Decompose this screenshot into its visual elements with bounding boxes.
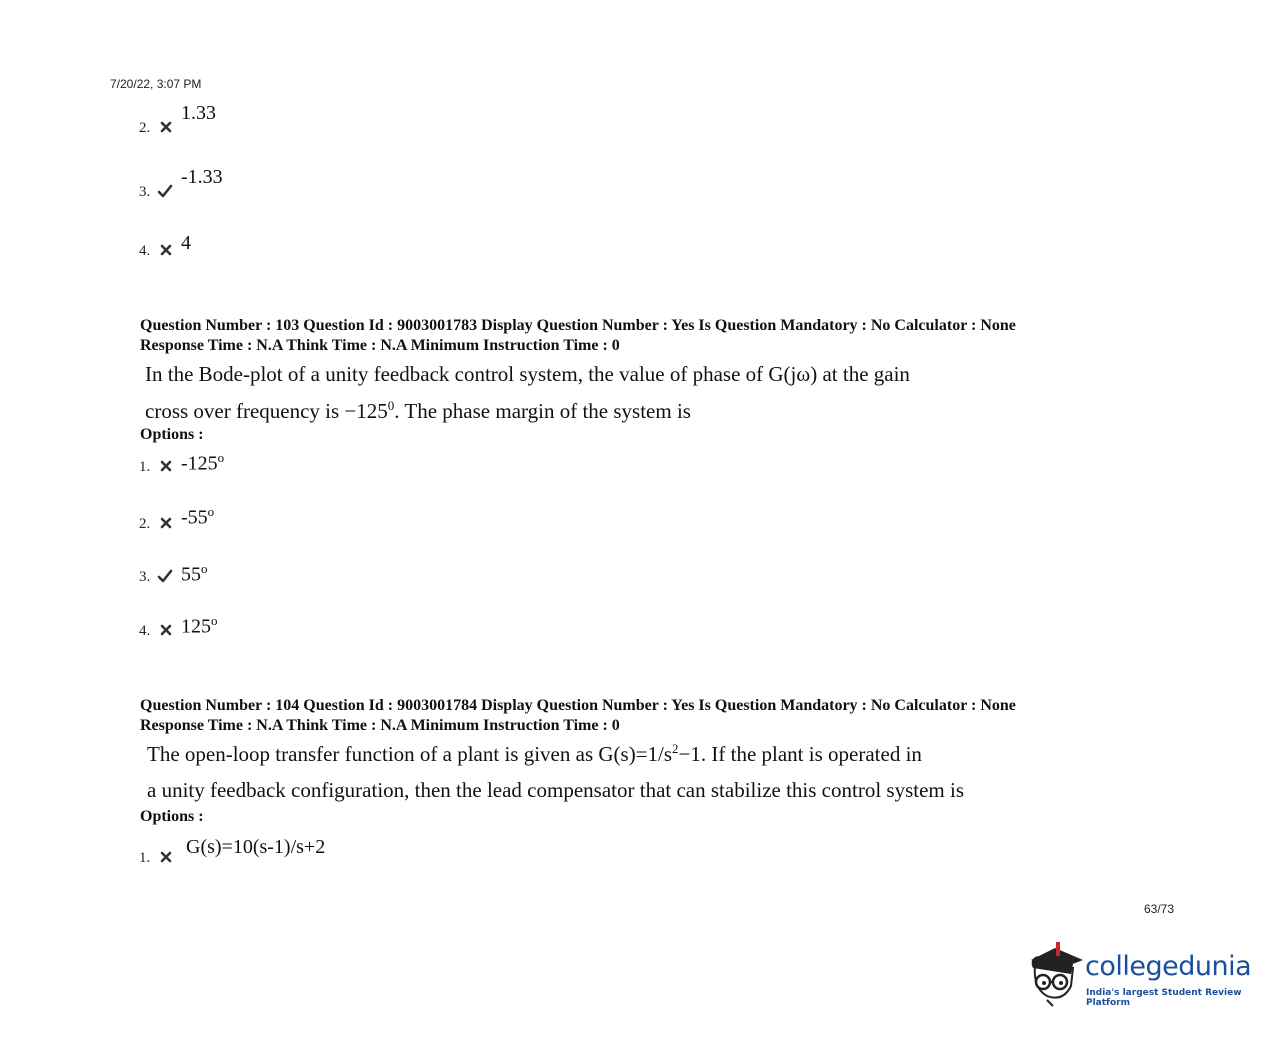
check-icon (157, 184, 173, 198)
brand-tagline: India's largest Student Review Platform (1086, 988, 1242, 1008)
option-number: 4. (139, 623, 151, 639)
superscript: 0 (387, 398, 395, 413)
option-value-text: 125 (181, 615, 211, 638)
options-label: Options : (140, 808, 204, 825)
question-meta-line: Question Number : 103 Question Id : 9003001783 Display Question Number : Yes Is Question Mandatory : No Calculator : None (140, 317, 1016, 334)
option-value: 4 (181, 232, 191, 254)
option-number: 1. (139, 850, 151, 866)
degree-sup: o (211, 613, 218, 628)
question-text-part: cross over frequency is −125 (145, 399, 388, 423)
brand-name: collegedunia (1085, 951, 1252, 982)
option-value (181, 504, 214, 530)
cross-icon (159, 120, 173, 134)
options-label: Options : (140, 426, 204, 443)
degree-sup: o (207, 504, 215, 519)
option-value (181, 561, 208, 587)
question-text-part: −1. If the plant is operated in (678, 742, 922, 766)
degree-sup: o (201, 561, 208, 576)
mascot-logo-icon (1025, 938, 1085, 1008)
question-text-line (147, 741, 922, 767)
option-number: 1. (139, 459, 151, 475)
superscript: 2 (672, 741, 679, 756)
cross-icon (159, 623, 173, 637)
option-value-text: 55 (181, 563, 201, 586)
cross-icon (159, 459, 173, 473)
option-value-text: -125 (181, 452, 218, 475)
question-text-line: In the Bode-plot of a unity feedback control system, the value of phase of G(jω) at the gain (145, 362, 910, 386)
option-value: -1.33 (181, 166, 223, 188)
print-timestamp: 7/20/22, 3:07 PM (110, 77, 202, 91)
option-number: 2. (139, 516, 151, 532)
check-icon (157, 569, 173, 583)
question-meta (140, 696, 1016, 736)
question-text-part: The open-loop transfer function of a plant is given as G(s)=1/s (147, 742, 673, 766)
page-number: 63/73 (1144, 902, 1175, 916)
cross-icon (159, 243, 173, 257)
cross-icon (159, 516, 173, 530)
option-number: 4. (139, 243, 151, 259)
option-value (181, 450, 224, 476)
degree-sup: o (217, 450, 225, 465)
option-value (181, 613, 218, 639)
cross-icon (159, 850, 173, 864)
option-number: 3. (139, 184, 151, 200)
option-value-text: -55 (181, 506, 208, 529)
question-meta-line: Response Time : N.A Think Time : N.A Minimum Instruction Time : 0 (140, 337, 620, 354)
option-number: 2. (139, 120, 151, 136)
question-meta-line: Response Time : N.A Think Time : N.A Minimum Instruction Time : 0 (140, 717, 620, 734)
option-value: G(s)=10(s-1)/s+2 (186, 836, 326, 858)
question-text-line: a unity feedback configuration, then the lead compensator that can stabilize this control system is (147, 778, 965, 802)
question-text-line (145, 398, 691, 424)
question-meta (140, 316, 1016, 356)
question-meta-line: Question Number : 104 Question Id : 9003001784 Display Question Number : Yes Is Question Mandatory : No Calculator : None (140, 697, 1016, 714)
option-value: 1.33 (181, 102, 216, 124)
option-number: 3. (139, 569, 151, 585)
question-text-part: . The phase margin of the system is (394, 399, 691, 423)
